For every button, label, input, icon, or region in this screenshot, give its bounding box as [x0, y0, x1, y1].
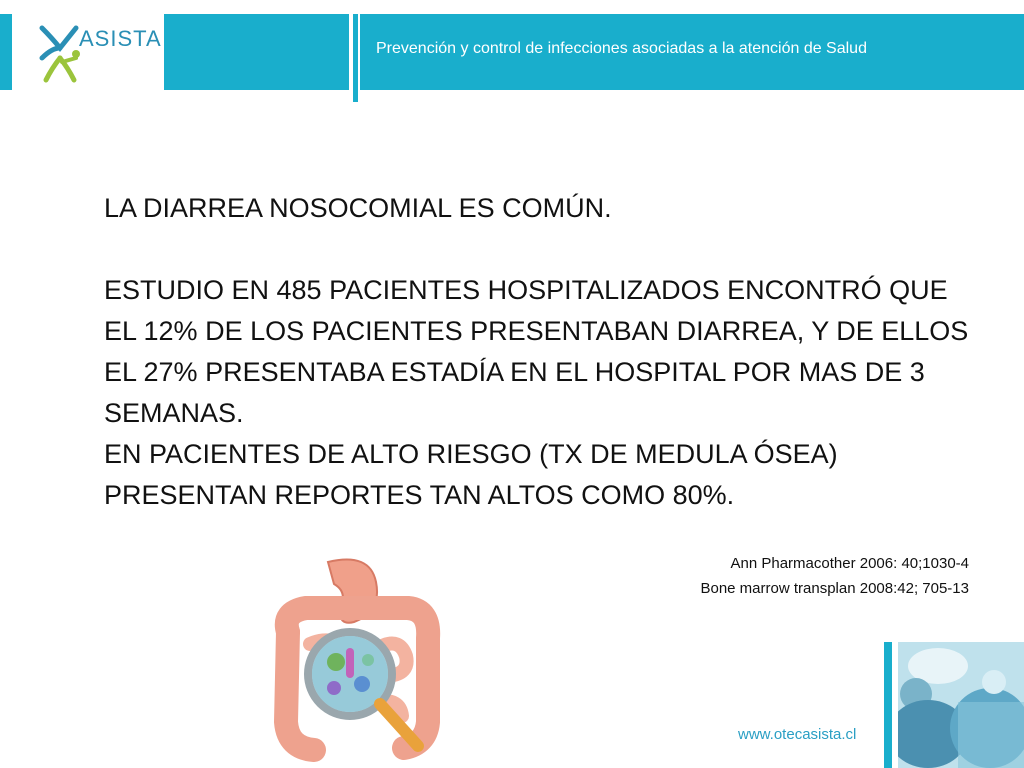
- main-content: [104, 188, 984, 516]
- header: [0, 14, 1024, 90]
- intestine-magnifier-illustration: [258, 552, 458, 762]
- photo-accent-bar: [884, 642, 892, 768]
- reference-item: Ann Pharmacother 2006: 40;1030-4: [730, 555, 969, 572]
- references: [700, 551, 969, 601]
- surgery-photo-graphic: [898, 642, 1024, 768]
- footer-url[interactable]: www.otecasista.cl: [738, 726, 857, 743]
- slide-paragraph-2: EN PACIENTES DE ALTO RIESGO (TX DE MEDULA ÓSEA) PRESENTAN REPORTES TAN ALTOS COMO 80%.: [104, 439, 838, 510]
- surgery-photo: [898, 642, 1024, 768]
- slide-paragraph-1: ESTUDIO EN 485 PACIENTES HOSPITALIZADOS ENCONTRÓ QUE EL 12% DE LOS PACIENTES PRESENTABAN DIARREA, Y DE ELLOS EL 27% PRESENTABA ESTADÍA EN EL HOSPITAL POR MAS DE 3 SEMANAS.: [104, 275, 969, 428]
- logo-box: [12, 14, 164, 90]
- header-title: Prevención y control de infecciones asociadas a la atención de Salud: [376, 40, 867, 57]
- reference-item: Bone marrow transplan 2008:42; 705-13: [700, 580, 969, 597]
- logo-text: ASISTA: [79, 26, 162, 51]
- header-left-strip: [0, 14, 12, 90]
- logo-mark-icon: [38, 18, 80, 86]
- slide-heading: LA DIARREA NOSOCOMIAL ES COMÚN.: [104, 193, 612, 223]
